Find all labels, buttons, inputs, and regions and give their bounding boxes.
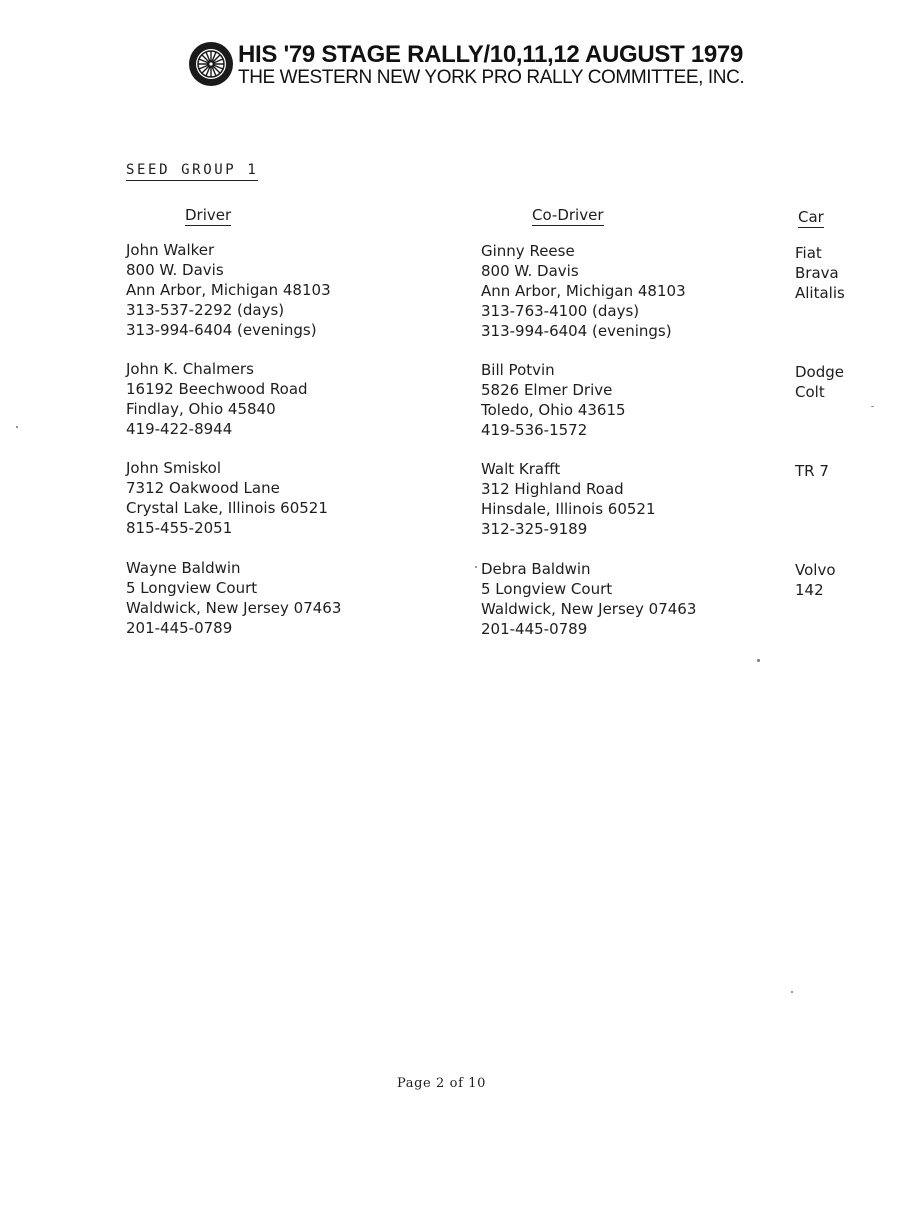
driver-name: Wayne Baldwin: [126, 559, 241, 577]
scan-speck: [871, 406, 874, 407]
car-line: Brava: [795, 264, 839, 282]
car-entry: [795, 560, 836, 600]
car-line: Colt: [795, 383, 825, 401]
co-driver-street: 5 Longview Court: [481, 580, 613, 598]
scan-speck: [757, 659, 760, 662]
driver-phone: 815-455-2051: [126, 519, 233, 537]
co-driver-name: Bill Potvin: [481, 361, 555, 379]
co-driver-city: Hinsdale, Illinois 60521: [481, 500, 656, 518]
wheel-emblem-icon: [187, 40, 235, 88]
section-title: SEED GROUP 1: [126, 161, 258, 181]
driver-phone: 313-994-6404 (evenings): [126, 321, 317, 339]
co-driver-entry: [481, 360, 626, 440]
driver-name: John Walker: [126, 241, 215, 259]
co-driver-street: 312 Highland Road: [481, 480, 624, 498]
driver-street: 7312 Oakwood Lane: [126, 479, 280, 497]
driver-entry: [126, 558, 341, 638]
car-entry: [795, 362, 844, 402]
driver-entry: [126, 240, 331, 340]
co-driver-phone: 201-445-0789: [481, 620, 588, 638]
car-entry: [795, 243, 845, 303]
co-driver-street: 5826 Elmer Drive: [481, 381, 613, 399]
driver-name: John K. Chalmers: [126, 360, 254, 378]
co-driver-city: Waldwick, New Jersey 07463: [481, 600, 697, 618]
document-title: HIS '79 STAGE RALLY/10,11,12 AUGUST 1979: [238, 41, 744, 68]
scan-speck: [16, 426, 18, 428]
co-driver-phone: 313-763-4100 (days): [481, 302, 640, 320]
organization-name: THE WESTERN NEW YORK PRO RALLY COMMITTEE, INC.: [238, 67, 745, 88]
page-number: Page 2 of 10: [397, 1076, 486, 1091]
driver-phone: 313-537-2292 (days): [126, 301, 285, 319]
co-driver-entry: [481, 459, 656, 539]
car-line: TR 7: [795, 462, 829, 480]
co-driver-city: Ann Arbor, Michigan 48103: [481, 282, 686, 300]
car-line: Alitalis: [795, 284, 845, 302]
co-driver-name: Walt Krafft: [481, 460, 561, 478]
driver-name: John Smiskol: [126, 459, 221, 477]
car-line: 142: [795, 581, 824, 599]
scan-speck: [791, 991, 793, 993]
car-column-header: Car: [798, 208, 824, 226]
co-driver-phone: 312-325-9189: [481, 520, 588, 538]
driver-column-header: Driver: [185, 206, 232, 224]
co-driver-name: Debra Baldwin: [481, 560, 591, 578]
driver-entry: [126, 458, 328, 538]
co-driver-phone: 419-536-1572: [481, 421, 588, 439]
driver-city: Findlay, Ohio 45840: [126, 400, 276, 418]
driver-entry: [126, 359, 308, 439]
driver-street: 16192 Beechwood Road: [126, 380, 308, 398]
driver-street: 800 W. Davis: [126, 261, 224, 279]
co-driver-phone: 313-994-6404 (evenings): [481, 322, 672, 340]
driver-city: Ann Arbor, Michigan 48103: [126, 281, 331, 299]
co-driver-column-header: Co-Driver: [532, 206, 604, 224]
car-line: Volvo: [795, 561, 836, 579]
car-line: Fiat: [795, 244, 822, 262]
co-driver-name: Ginny Reese: [481, 242, 575, 260]
driver-street: 5 Longview Court: [126, 579, 258, 597]
driver-phone: 419-422-8944: [126, 420, 233, 438]
driver-city: Crystal Lake, Illinois 60521: [126, 499, 328, 517]
co-driver-city: Toledo, Ohio 43615: [481, 401, 626, 419]
car-entry: [795, 461, 829, 481]
co-driver-street: 800 W. Davis: [481, 262, 579, 280]
co-driver-entry: [481, 559, 696, 639]
driver-city: Waldwick, New Jersey 07463: [126, 599, 342, 617]
driver-phone: 201-445-0789: [126, 619, 233, 637]
car-line: Dodge: [795, 363, 844, 381]
scan-speck: [475, 566, 477, 568]
co-driver-entry: [481, 241, 686, 341]
